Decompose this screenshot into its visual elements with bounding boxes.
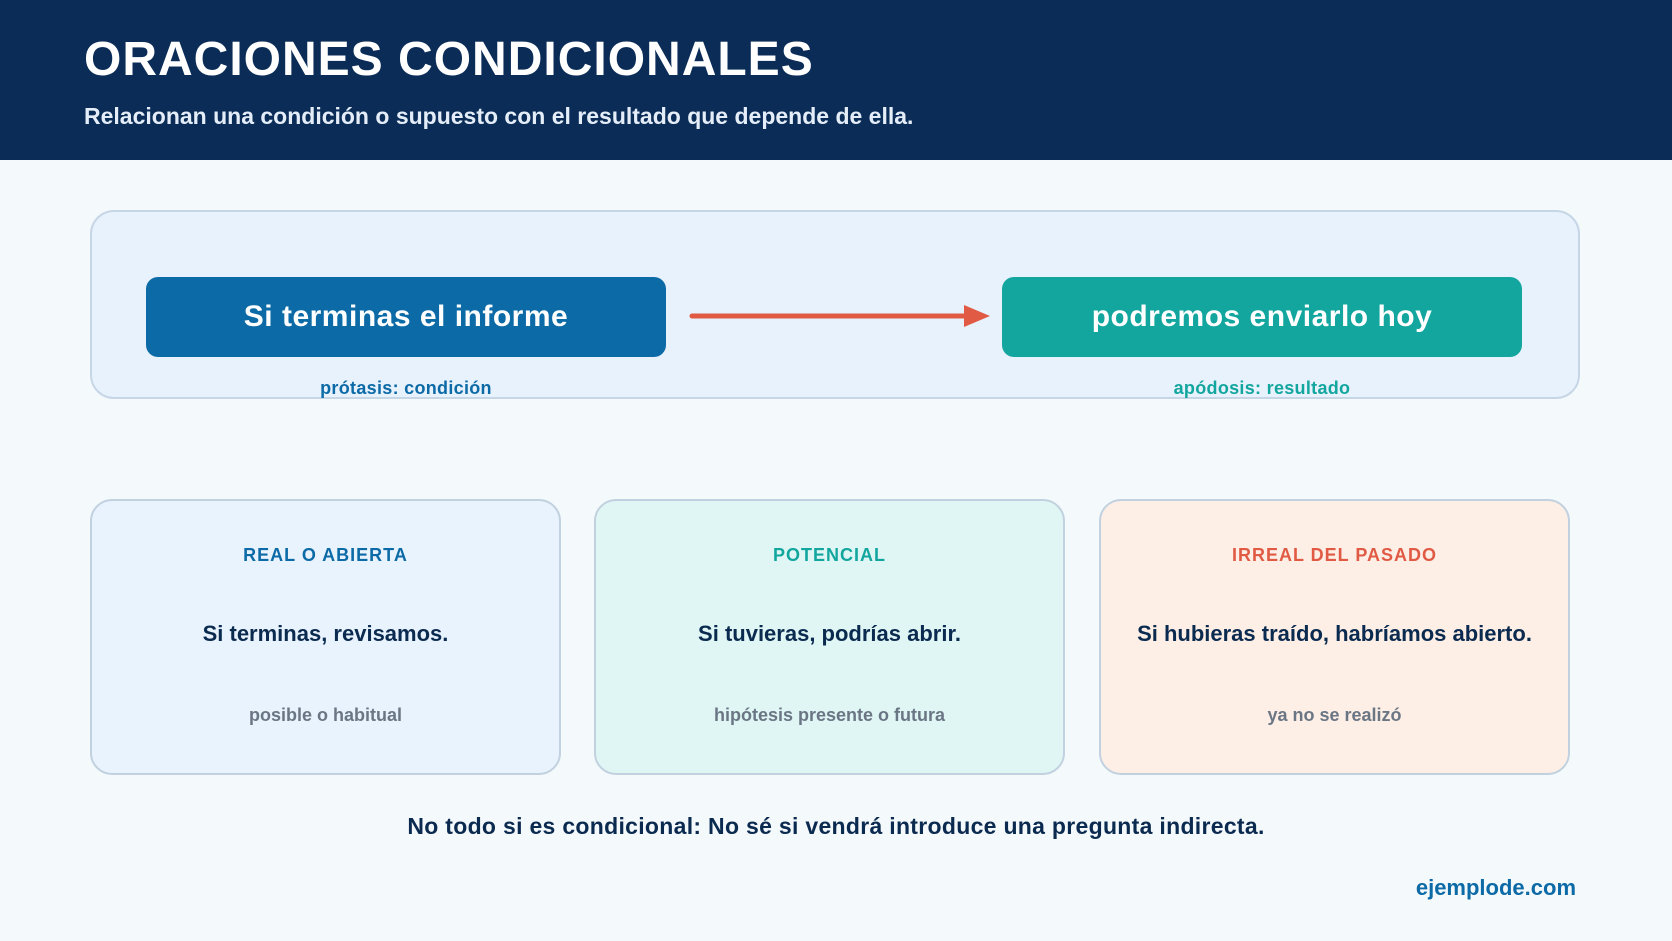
- type-card-example: Si hubieras traído, habríamos abierto.: [1137, 621, 1532, 646]
- type-card-example: Si tuvieras, podrías abrir.: [698, 621, 961, 646]
- result-clause-text: podremos enviarlo hoy: [1091, 300, 1433, 333]
- type-card-example: Si terminas, revisamos.: [202, 621, 449, 646]
- condition-clause-text: Si terminas el informe: [243, 300, 569, 333]
- type-card-irreal: [1099, 499, 1570, 775]
- result-clause-box: [1002, 277, 1522, 357]
- conditional-types: [90, 499, 1570, 775]
- type-card-real: [90, 499, 561, 775]
- brand-link[interactable]: ejemplode.com: [1415, 875, 1576, 900]
- header-banner: [0, 0, 1672, 160]
- result-caption: apódosis: resultado: [1173, 378, 1351, 398]
- type-card-note: hipótesis presente o futura: [713, 705, 946, 725]
- page-title: ORACIONES CONDICIONALES: [84, 33, 814, 86]
- condition-clause-box: [146, 277, 666, 357]
- type-card-label: POTENCIAL: [772, 545, 886, 565]
- type-card-note: posible o habitual: [248, 705, 402, 725]
- arrow-right-icon: [686, 301, 1000, 331]
- type-card-label: IRREAL DEL PASADO: [1231, 545, 1438, 565]
- type-card-potencial: [594, 499, 1065, 775]
- type-card-note: ya no se realizó: [1267, 705, 1402, 725]
- page-subtitle: Relacionan una condición o supuesto con el resultado que depende de ella.: [84, 103, 914, 129]
- footnote: No todo si es condicional: No sé si vendrá introduce una pregunta indirecta.: [407, 813, 1265, 839]
- type-card-label: REAL O ABIERTA: [243, 545, 408, 565]
- condition-caption: prótasis: condición: [320, 378, 492, 398]
- example-panel: [90, 210, 1580, 399]
